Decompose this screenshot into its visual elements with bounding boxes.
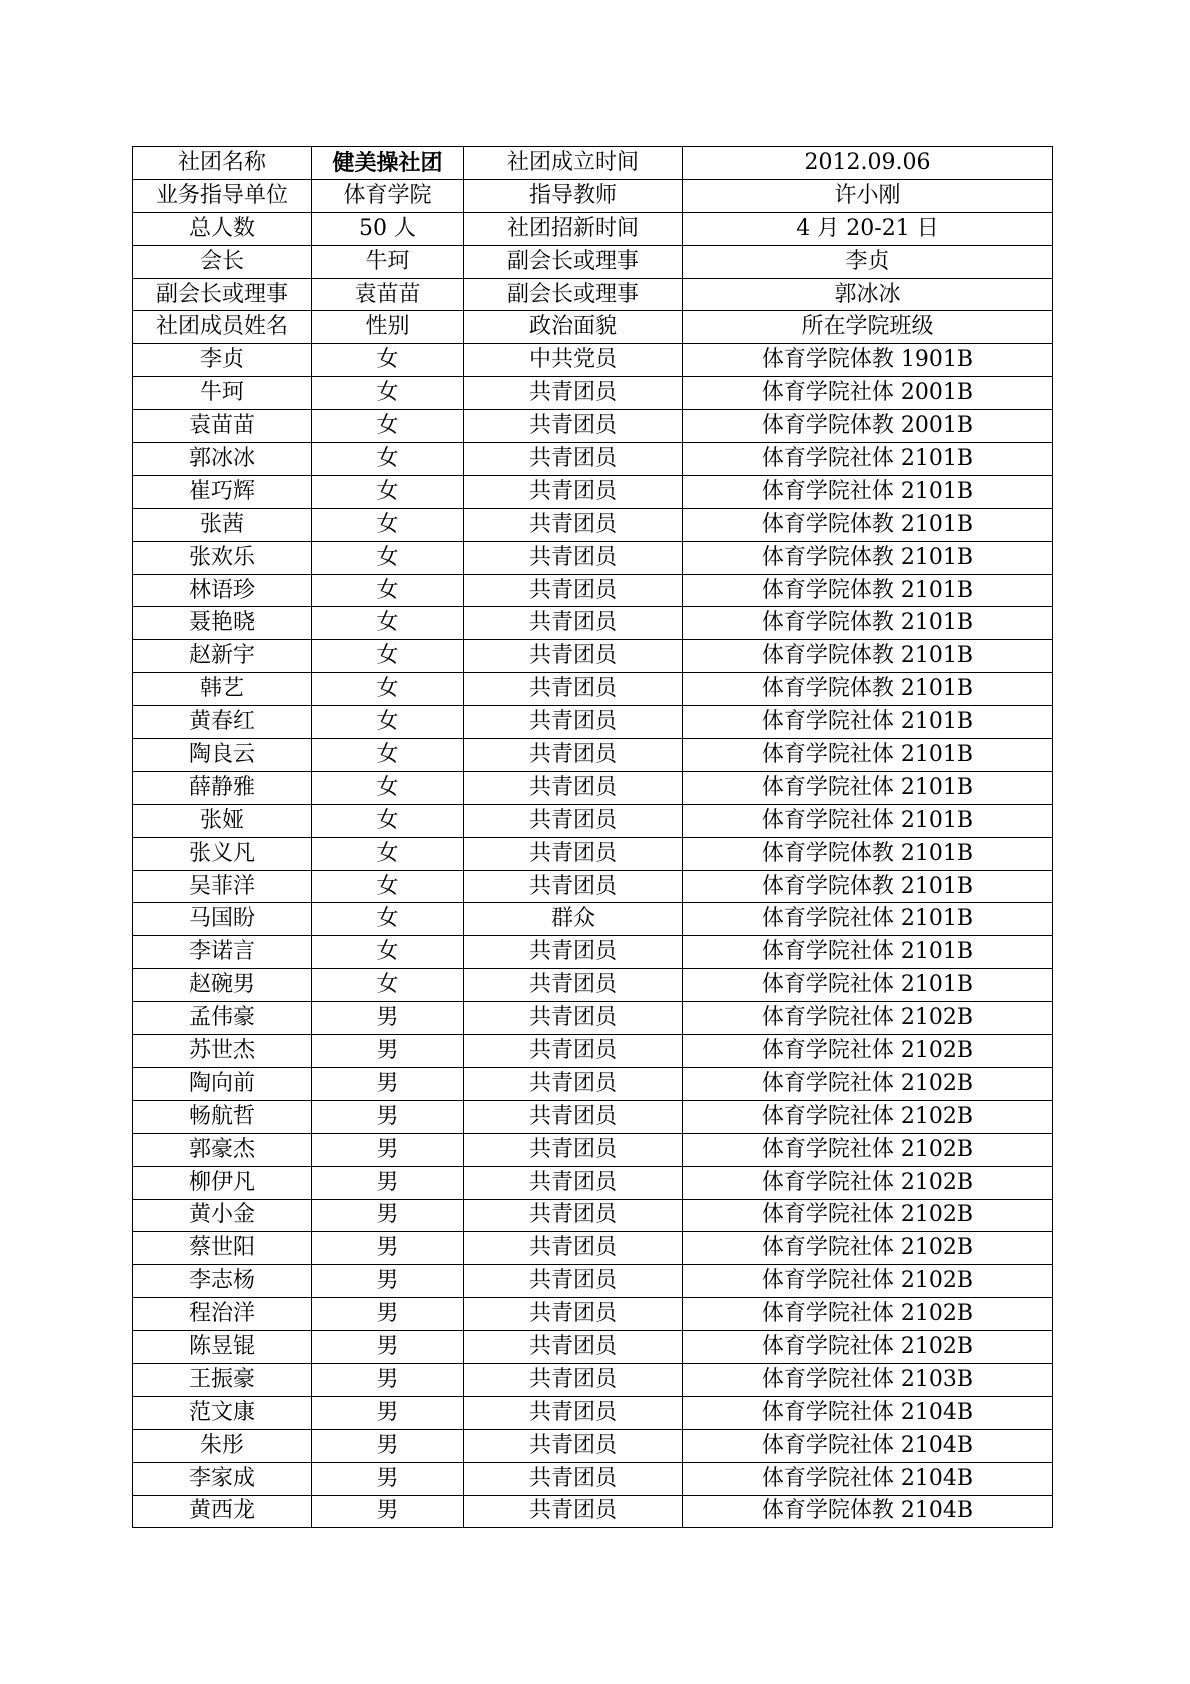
member-class: 体育学院社体 2102B: [683, 1331, 1053, 1364]
info-label-a-cell: 副会长或理事: [133, 278, 312, 311]
table-row: [133, 969, 1053, 1002]
member-gender: 女: [312, 739, 464, 772]
member-class: 体育学院社体 2001B: [683, 377, 1053, 410]
member-political-status: 共青团员: [464, 1265, 683, 1298]
member-name: 张欢乐: [133, 541, 312, 574]
info-value-a-cell: 体育学院: [312, 179, 464, 212]
table-row: [133, 1363, 1053, 1396]
info-row: [133, 179, 1053, 212]
member-political-status: 共青团员: [464, 1363, 683, 1396]
member-class: 体育学院社体 2101B: [683, 475, 1053, 508]
member-class: 体育学院社体 2104B: [683, 1396, 1053, 1429]
member-gender: 女: [312, 771, 464, 804]
member-name: 黄春红: [133, 706, 312, 739]
info-value-a-cell: 健美操社团: [312, 147, 464, 180]
member-class: 体育学院社体 2102B: [683, 1298, 1053, 1331]
member-political-status: 共青团员: [464, 1067, 683, 1100]
info-row: [133, 278, 1053, 311]
info-label-a-cell: 会长: [133, 245, 312, 278]
member-gender: 男: [312, 1429, 464, 1462]
member-class: 体育学院社体 2101B: [683, 443, 1053, 476]
member-column-header: 性别: [312, 311, 464, 344]
member-name: 朱彤: [133, 1429, 312, 1462]
table-row: [133, 739, 1053, 772]
member-political-status: 共青团员: [464, 1495, 683, 1528]
table-row: [133, 903, 1053, 936]
member-political-status: 共青团员: [464, 804, 683, 837]
member-class: 体育学院体教 2104B: [683, 1495, 1053, 1528]
info-value-b-cell: 李贞: [683, 245, 1053, 278]
member-political-status: 共青团员: [464, 870, 683, 903]
info-row: [133, 147, 1053, 180]
table-row: [133, 1265, 1053, 1298]
member-class: 体育学院社体 2102B: [683, 1067, 1053, 1100]
member-class: 体育学院社体 2102B: [683, 1265, 1053, 1298]
member-political-status: 共青团员: [464, 377, 683, 410]
member-class: 体育学院体教 2001B: [683, 410, 1053, 443]
member-class: 体育学院社体 2102B: [683, 1100, 1053, 1133]
member-gender: 男: [312, 1495, 464, 1528]
member-name: 张茜: [133, 508, 312, 541]
info-value-b-cell: 4 月 20-21 日: [683, 212, 1053, 245]
member-gender: 男: [312, 1166, 464, 1199]
member-gender: 女: [312, 673, 464, 706]
member-class: 体育学院社体 2101B: [683, 903, 1053, 936]
member-political-status: 共青团员: [464, 508, 683, 541]
member-political-status: 共青团员: [464, 1002, 683, 1035]
member-class: 体育学院体教 2101B: [683, 640, 1053, 673]
member-class: 体育学院社体 2102B: [683, 1232, 1053, 1265]
table-row: [133, 443, 1053, 476]
member-name: 蔡世阳: [133, 1232, 312, 1265]
member-political-status: 共青团员: [464, 1462, 683, 1495]
member-class: 体育学院社体 2102B: [683, 1035, 1053, 1068]
table-row: [133, 1495, 1053, 1528]
member-political-status: 共青团员: [464, 1035, 683, 1068]
member-gender: 男: [312, 1232, 464, 1265]
member-name: 陶良云: [133, 739, 312, 772]
member-name: 郭豪杰: [133, 1133, 312, 1166]
member-name: 马国盼: [133, 903, 312, 936]
member-gender: 男: [312, 1265, 464, 1298]
table-row: [133, 1166, 1053, 1199]
table-row: [133, 1035, 1053, 1068]
member-gender: 男: [312, 1363, 464, 1396]
member-name: 郭冰冰: [133, 443, 312, 476]
member-gender: 女: [312, 870, 464, 903]
member-name: 袁苗苗: [133, 410, 312, 443]
member-column-header: 社团成员姓名: [133, 311, 312, 344]
member-gender: 女: [312, 640, 464, 673]
table-row: [133, 1298, 1053, 1331]
info-label-b-cell: 社团成立时间: [464, 147, 683, 180]
member-name: 崔巧辉: [133, 475, 312, 508]
table-row: [133, 377, 1053, 410]
table-row: [133, 640, 1053, 673]
table-row: [133, 1396, 1053, 1429]
table-row: [133, 1232, 1053, 1265]
member-political-status: 共青团员: [464, 640, 683, 673]
table-row: [133, 1199, 1053, 1232]
member-name: 李家成: [133, 1462, 312, 1495]
member-class: 体育学院体教 2101B: [683, 837, 1053, 870]
member-gender: 男: [312, 1067, 464, 1100]
table-row: [133, 1429, 1053, 1462]
club-roster-table: [132, 146, 1053, 1528]
member-name: 吴菲洋: [133, 870, 312, 903]
member-political-status: 共青团员: [464, 1429, 683, 1462]
info-row: [133, 245, 1053, 278]
table-row: [133, 475, 1053, 508]
info-label-b-cell: 社团招新时间: [464, 212, 683, 245]
member-political-status: 共青团员: [464, 1133, 683, 1166]
member-gender: 女: [312, 344, 464, 377]
table-row: [133, 541, 1053, 574]
member-name: 陶向前: [133, 1067, 312, 1100]
member-political-status: 共青团员: [464, 1396, 683, 1429]
member-gender: 男: [312, 1100, 464, 1133]
info-value-a-cell: 牛珂: [312, 245, 464, 278]
member-name: 张义凡: [133, 837, 312, 870]
member-political-status: 共青团员: [464, 1100, 683, 1133]
member-gender: 女: [312, 706, 464, 739]
member-gender: 女: [312, 837, 464, 870]
member-name: 韩艺: [133, 673, 312, 706]
table-row: [133, 870, 1053, 903]
info-row: [133, 212, 1053, 245]
member-political-status: 共青团员: [464, 837, 683, 870]
member-political-status: 共青团员: [464, 475, 683, 508]
member-class: 体育学院体教 2101B: [683, 607, 1053, 640]
member-class: 体育学院社体 2101B: [683, 706, 1053, 739]
member-gender: 女: [312, 541, 464, 574]
member-gender: 男: [312, 1331, 464, 1364]
table-row: [133, 771, 1053, 804]
member-name: 赵新宇: [133, 640, 312, 673]
member-political-status: 共青团员: [464, 969, 683, 1002]
info-value-b-cell: 2012.09.06: [683, 147, 1053, 180]
table-row: [133, 1462, 1053, 1495]
member-name: 林语珍: [133, 574, 312, 607]
member-class: 体育学院体教 2101B: [683, 673, 1053, 706]
member-name: 王振豪: [133, 1363, 312, 1396]
member-political-status: 共青团员: [464, 410, 683, 443]
member-column-header: 所在学院班级: [683, 311, 1053, 344]
member-name: 黄西龙: [133, 1495, 312, 1528]
member-name: 赵碗男: [133, 969, 312, 1002]
member-gender: 男: [312, 1002, 464, 1035]
table-row: [133, 1002, 1053, 1035]
member-name: 程治洋: [133, 1298, 312, 1331]
table-row: [133, 804, 1053, 837]
table-row: [133, 673, 1053, 706]
member-gender: 女: [312, 410, 464, 443]
member-gender: 女: [312, 508, 464, 541]
member-gender: 女: [312, 443, 464, 476]
member-gender: 女: [312, 903, 464, 936]
member-class: 体育学院体教 2101B: [683, 541, 1053, 574]
member-class: 体育学院社体 2101B: [683, 936, 1053, 969]
member-political-status: 共青团员: [464, 771, 683, 804]
member-political-status: 共青团员: [464, 1298, 683, 1331]
member-class: 体育学院体教 2101B: [683, 574, 1053, 607]
member-gender: 女: [312, 804, 464, 837]
member-class: 体育学院社体 2103B: [683, 1363, 1053, 1396]
member-gender: 男: [312, 1199, 464, 1232]
member-name: 畅航哲: [133, 1100, 312, 1133]
member-name: 李诺言: [133, 936, 312, 969]
table-row: [133, 607, 1053, 640]
member-political-status: 共青团员: [464, 1199, 683, 1232]
info-label-b-cell: 指导教师: [464, 179, 683, 212]
info-value-a-cell: 50 人: [312, 212, 464, 245]
table-row: [133, 508, 1053, 541]
member-class: 体育学院体教 2101B: [683, 508, 1053, 541]
info-label-b-cell: 副会长或理事: [464, 245, 683, 278]
table-row: [133, 1133, 1053, 1166]
member-gender: 女: [312, 574, 464, 607]
member-political-status: 共青团员: [464, 574, 683, 607]
member-name: 柳伊凡: [133, 1166, 312, 1199]
member-gender: 女: [312, 377, 464, 410]
info-label-a-cell: 业务指导单位: [133, 179, 312, 212]
table-row: [133, 1331, 1053, 1364]
info-label-b-cell: 副会长或理事: [464, 278, 683, 311]
member-political-status: 共青团员: [464, 541, 683, 574]
member-name: 李贞: [133, 344, 312, 377]
member-gender: 男: [312, 1298, 464, 1331]
member-class: 体育学院社体 2102B: [683, 1199, 1053, 1232]
member-political-status: 共青团员: [464, 739, 683, 772]
member-political-status: 共青团员: [464, 1166, 683, 1199]
member-class: 体育学院社体 2101B: [683, 804, 1053, 837]
member-name: 张娅: [133, 804, 312, 837]
member-class: 体育学院社体 2104B: [683, 1462, 1053, 1495]
member-class: 体育学院体教 1901B: [683, 344, 1053, 377]
member-name: 牛珂: [133, 377, 312, 410]
info-value-a-cell: 袁苗苗: [312, 278, 464, 311]
member-class: 体育学院社体 2102B: [683, 1002, 1053, 1035]
member-political-status: 共青团员: [464, 706, 683, 739]
member-header-row: [133, 311, 1053, 344]
member-class: 体育学院社体 2101B: [683, 969, 1053, 1002]
member-political-status: 共青团员: [464, 443, 683, 476]
member-political-status: 共青团员: [464, 673, 683, 706]
table-row: [133, 936, 1053, 969]
table-row: [133, 410, 1053, 443]
member-gender: 男: [312, 1462, 464, 1495]
member-gender: 男: [312, 1035, 464, 1068]
member-class: 体育学院体教 2101B: [683, 870, 1053, 903]
member-gender: 女: [312, 936, 464, 969]
table-row: [133, 1067, 1053, 1100]
table-row: [133, 1100, 1053, 1133]
table-row: [133, 706, 1053, 739]
member-political-status: 共青团员: [464, 607, 683, 640]
member-class: 体育学院社体 2102B: [683, 1133, 1053, 1166]
member-class: 体育学院社体 2101B: [683, 771, 1053, 804]
member-gender: 女: [312, 969, 464, 1002]
info-value-b-cell: 许小刚: [683, 179, 1053, 212]
member-gender: 男: [312, 1133, 464, 1166]
member-class: 体育学院社体 2104B: [683, 1429, 1053, 1462]
info-label-a-cell: 社团名称: [133, 147, 312, 180]
table-row: [133, 574, 1053, 607]
member-gender: 女: [312, 607, 464, 640]
member-class: 体育学院社体 2102B: [683, 1166, 1053, 1199]
info-label-a-cell: 总人数: [133, 212, 312, 245]
member-class: 体育学院社体 2101B: [683, 739, 1053, 772]
member-political-status: 中共党员: [464, 344, 683, 377]
member-gender: 女: [312, 475, 464, 508]
member-name: 范文康: [133, 1396, 312, 1429]
member-name: 苏世杰: [133, 1035, 312, 1068]
member-name: 聂艳晓: [133, 607, 312, 640]
table-row: [133, 837, 1053, 870]
info-value-b-cell: 郭冰冰: [683, 278, 1053, 311]
member-name: 薛静雅: [133, 771, 312, 804]
member-political-status: 共青团员: [464, 1331, 683, 1364]
member-gender: 男: [312, 1396, 464, 1429]
member-column-header: 政治面貌: [464, 311, 683, 344]
member-name: 陈昱锟: [133, 1331, 312, 1364]
member-name: 黄小金: [133, 1199, 312, 1232]
member-political-status: 共青团员: [464, 936, 683, 969]
member-political-status: 群众: [464, 903, 683, 936]
member-name: 孟伟豪: [133, 1002, 312, 1035]
member-political-status: 共青团员: [464, 1232, 683, 1265]
table-row: [133, 344, 1053, 377]
member-name: 李志杨: [133, 1265, 312, 1298]
